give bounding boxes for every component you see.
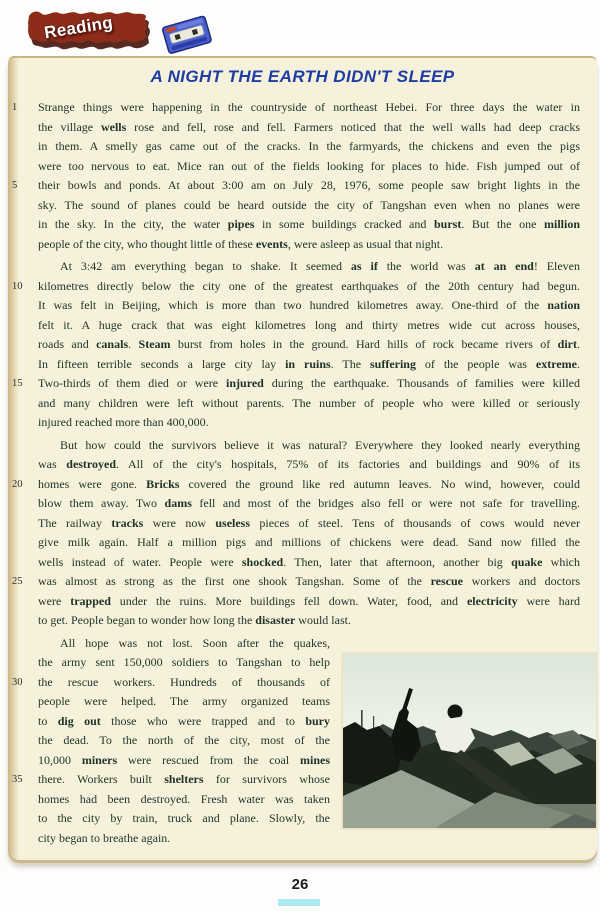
text-line: give milk again. Half a million pigs and millions of chickens were dead. Sand now filled the [38, 535, 580, 549]
text-line: 10,000 miners were rescued from the coal mines [38, 752, 331, 767]
text-line: in the sky. In the city, the water pipes in some buildings cracked and burst. But the one million [38, 217, 581, 231]
text-line: were trapped under the ruins. More buildings fell down. Water, food, and electricity were hard [38, 593, 580, 608]
line-number: 30 [12, 676, 23, 688]
page-footer [270, 874, 330, 910]
text-line: to get. People began to wonder how long the disaster would last. [38, 613, 351, 627]
text-line: in them. A smelly gas came out of the cracks. In the farmyards, the chickens and even the pigs [38, 139, 580, 153]
text-line: homes were gone. Bricks covered the ground like red autumn leaves. No wind, however, could 20 [38, 475, 580, 495]
line-number: 25 [12, 576, 23, 587]
text-line: The railway tracks were now useless pieces of steel. Tens of thousands of cows would never [38, 515, 580, 530]
photo-scene [343, 654, 596, 828]
textbook-page [8, 56, 597, 860]
text-line: All hope was not lost. Soon after the quakes, [60, 635, 330, 650]
text-line: At 3:42 am everything began to shake. It seemed as if the world was at an end! Eleven [60, 259, 581, 273]
text-line: people were helped. The army organized teams [38, 694, 330, 708]
line-number: 15 [12, 378, 23, 389]
earthquake-rubble-photo [341, 652, 598, 830]
text-line: the dead. To the north of the city, most of the [38, 733, 330, 747]
text-line: kilometres directly below the city one of the greatest earthquakes of the 20th century had begun. 10 [38, 277, 580, 297]
text-line: the army sent 150,000 soldiers to Tangshan to help [38, 655, 330, 669]
text-line: city began to breathe again. [38, 830, 171, 845]
text-line: felt it. A huge crack that was eight kilometres long and thirty metres wide cut across houses, [38, 317, 580, 332]
text-line: injured reached more than 400,000. [38, 415, 209, 429]
text-line: there. Workers built shelters for survivors whose 35 [38, 770, 330, 790]
text-line: to the city by train, truck and plane. Slowly, the [38, 811, 330, 825]
text-line: their bowls and ponds. At about 3:00 am on July 28, 1976, some people saw bright lights in the 5 [38, 176, 580, 196]
paragraph [12, 98, 581, 254]
text-line: roads and canals. Steam burst from holes in the ground. Hard hills of rock became rivers of dirt. [38, 337, 580, 351]
text-line: homes had been destroyed. Fresh water was taken [38, 791, 330, 806]
text-line: In fifteen terrible seconds a large city lay in ruins. The suffering of the people was extreme. [38, 356, 580, 371]
text-line: Strange things were happening in the countryside of northeast Hebei. For three days the water in 1 [38, 98, 580, 118]
text-line: blow them away. Two dams fell and most of the bridges also fell or were not safe for travelling. [38, 496, 580, 510]
paragraph [12, 436, 581, 631]
text-line: But how could the survivors believe it was natural? Everywhere they looked nearly everything [60, 437, 580, 452]
text-line: wells instead of water. People were shocked. Then, later that afternoon, another big quake which [38, 554, 581, 569]
line-number: 5 [12, 180, 18, 191]
text-line: and many children were left without parents. The number of people who were killed or seriously [38, 395, 580, 410]
page-title: A NIGHT THE EARTH DIDN'T SLEEP [150, 67, 455, 86]
line-number: 10 [12, 280, 23, 292]
text-line: were too nervous to eat. Mice ran out of the fields looking for places to hide. Fish jumped out of [38, 158, 580, 173]
paragraph [12, 257, 581, 433]
text-line: was destroyed. All of the city's hospitals, 75% of its factories and buildings and 90% of its [38, 457, 580, 471]
page-number-underline [278, 899, 320, 906]
cassette-tape-icon [160, 12, 216, 58]
text-line: Two-thirds of them died or were injured during the earthquake. Thousands of families were killed 15 [38, 374, 580, 394]
line-number: 35 [12, 774, 23, 785]
text-line: to dig out those who were trapped and to bury [38, 713, 331, 728]
text-line: sky. The sound of planes could be heard outside the city of Tangshan even when no planes were [38, 197, 580, 212]
text-line: It was felt in Beijing, which is more than two hundred kilometres away. One-third of the nation [38, 298, 580, 312]
line-number: 20 [12, 478, 23, 490]
text-line: was almost as strong as the first one shook Tangshan. Some of the rescue workers and doctors 25 [38, 572, 580, 592]
text-line: the rescue workers. Hundreds of thousands of 30 [38, 673, 330, 693]
text-line: people of the city, who thought little of these events, were asleep as usual that night. [38, 236, 444, 251]
text-line: the village wells rose and fell, rose and fell. Farmers noticed that the well walls had deep cracks [38, 119, 580, 134]
reading-label: Reading [42, 12, 115, 43]
line-number: 1 [12, 102, 18, 113]
page-number: 26 [291, 876, 309, 893]
reading-banner [22, 4, 156, 60]
